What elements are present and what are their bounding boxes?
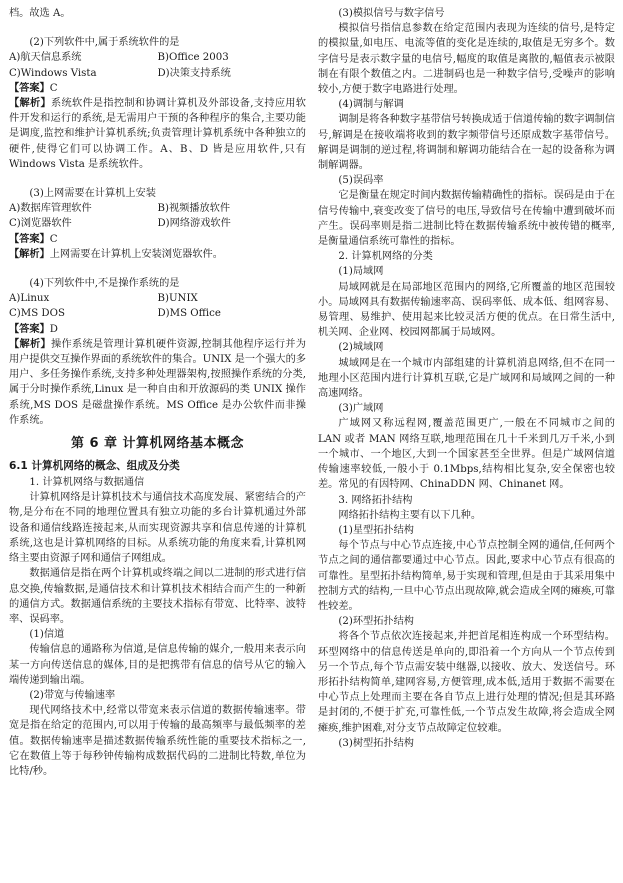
left-column [9,6,306,883]
question-options [9,50,306,80]
option-a: A)航天信息系统 [9,52,82,64]
question-4 [9,276,306,428]
paragraph: 局域网就是在局部地区范围内的网络,它所覆盖的地区范围较小。局域网具有数据传输速率高、误码率低、成本低、组网容易、易管理、易维护、使用起来比较灵活方便的优点。在日常生活中,机关网、企业网、校园网都属于局域网。 [318,281,615,339]
option-a: A)数据库管理软件 [9,203,92,215]
continued-text: 档。故选 A。 [9,8,71,19]
paragraph: 调制是将各种数字基带信号转换成适于信道传输的数字调制信号,解调是在接收端将收到的数字频带信号还原成数字基带信号。解调是调制的逆过程,将调制和解调功能结合在一起的设备称为调制解调器。 [318,114,615,172]
subsection-title: 1. 计算机网络与数据通信 [29,477,145,489]
explanation-tag: 【解析】 [9,337,51,350]
option-a: A)Linux [9,293,50,305]
heading-lan: (1)局域网 [338,266,384,278]
option-d: D)网络游戏软件 [157,218,231,230]
option-b: B)UNIX [157,293,198,305]
answer-line [9,81,306,96]
explanation-text: 上网需要在计算机上安装浏览器软件。 [49,248,223,260]
paragraph: 城域网是在一个城市内部组建的计算机消息网络,但不在同一地理小区范围内进行计算机互联,它是广域网和局域网之间的一种高速网络。 [318,357,615,400]
right-column [318,6,615,883]
option-b: B)视频播放软件 [157,203,231,215]
answer-value: C [49,233,58,245]
heading-ber: (5)误码率 [338,175,384,187]
paragraph: 它是衡量在规定时间内数据传输精确性的指标。误码是由于在信号传输中,衰变改变了信号的电压,导致信号在传输中遭到破坏而产生。误码率则是指二进制比特在数据传输系统中被传错的概率,是衡量通信系统可靠性的指标。 [318,190,615,248]
heading-star: (1)星型拓扑结构 [338,524,414,536]
question-stem: (4)下列软件中,不是操作系统的是 [29,278,180,290]
answer-line [9,232,306,247]
explanation [9,96,306,172]
answer-value: D [49,323,58,335]
answer-line [9,322,306,337]
paragraph: 网络拓扑结构主要有以下几种。 [338,509,482,521]
explanation [9,337,306,428]
chapter-title: 第 6 章 计算机网络基本概念 [70,436,245,452]
option-d: D)决策支持系统 [157,67,231,79]
heading-bandwidth: (2)带宽与传输速率 [29,689,116,701]
paragraph: 数据通信是指在两个计算机或终端之间以二进制的形式进行信息交换,传输数据,是通信技术和计算机技术相结合而产生的一种新的通信方式。数据通信系统的主要技术指标有带宽、比特率、波特率、误码率。 [9,568,306,625]
paragraph: 现代网络技术中,经常以带宽来表示信道的数据传输速率。带宽是指在给定的范围内,可以用于传输的最高频率与最低频率的差值。数据传输速率是描述数据传输系统性能的重要技术指标之一,它在数值上等于每秒钟传输构成数据代码的二进制比特数,单位为比特/秒。 [9,705,306,777]
explanation-tag: 【解析】 [9,247,50,260]
paragraph: 每个节点与中心节点连接,中心节点控制全网的通信,任何两个节点之间的通信都要通过中心节点。因此,要求中心节点有很高的可靠性。星型拓扑结构简单,易于实现和管理,但是由于其采用集中控制方式的结构,一旦中心节点出现故障,就会造成全网的瘫痪,可靠性较差。 [318,540,615,612]
option-c: C)MS DOS [9,308,65,320]
heading-ring: (2)环型拓扑结构 [338,616,414,628]
explanation-text: 系统软件是指控制和协调计算机及外部设备,支持应用软件开发和运行的系统,是无需用户干预的各种程序的集合,主要功能是调度,监控和维护计算机系统;负责管理计算机系统中各种独立的硬件,使得它们可以协调工作。A、B、D 皆是应用软件,只有 Windows Vista 是系统软件。 [9,98,306,170]
option-d: D)MS Office [157,308,221,320]
explanation-tag: 【解析】 [9,97,51,110]
option-b: B)Office 2003 [157,52,229,64]
heading-wan: (3)广域网 [338,403,384,415]
question-options [9,291,306,321]
heading-signal: (3)模拟信号与数字信号 [338,8,445,19]
subsection-title: 2. 计算机网络的分类 [338,251,433,263]
question-stem: (3)上网需要在计算机上安装 [29,188,156,200]
paragraph: 广域网又称远程网,覆盖范围更广,一般在不同城市之间的 LAN 或者 MAN 网络互联,地理范围在几十千米到几万千米,小到一个城市、一个地区,大到一个国家甚至全世界。但是广域网信道传输速率较低,一般小于 0.1Mbps,结构相比复杂,安全保密也较差。常见的有因特网、ChinaDDN 网、Chinanet 网。 [318,418,615,491]
answer-tag: 【答案】 [9,322,50,335]
heading-tree: (3)树型拓扑结构 [338,737,414,749]
answer-value: C [49,82,58,94]
heading-modem: (4)调制与解调 [338,99,404,111]
answer-tag: 【答案】 [9,81,50,94]
question-options [9,201,306,231]
section-title: 6.1 计算机网络的概念、组成及分类 [9,460,180,473]
subsection-title: 3. 网络拓扑结构 [338,494,413,506]
question-stem: (2)下列软件中,属于系统软件的是 [29,37,180,49]
heading-channel: (1)信道 [29,629,65,641]
option-c: C)Windows Vista [9,67,97,79]
question-3 [9,186,306,262]
explanation [9,247,306,262]
explanation-text: 操作系统是管理计算机硬件资源,控制其他程序运行并为用户提供交互操作界面的系统软件的集合。UNIX 是一个强大的多用户、多任务操作系统,支持多种处理器架构,按照操作系统的分类,属于分时操作系统,Linux 是一种自由和开放源码的类 UNIX 操作系统,MS DOS 是磁盘操作系统。MS Office 是办公软件而非操作系统。 [9,338,306,426]
option-c: C)浏览器软件 [9,218,72,230]
paragraph: 计算机网络是计算机技术与通信技术高度发展、紧密结合的产物,是分布在不同的地理位置具有独立功能的多台计算机通过外部设备和通信线路连接起来,从而实现资源共享和信息传递的计算机系统,这也是计算机网络的目标。从系统功能的角度来看,计算机网络主要由资源子网和通信子网组成。 [9,492,306,565]
heading-man: (2)城域网 [338,342,384,354]
question-2 [9,35,306,172]
paragraph: 传输信息的通路称为信道,是信息传输的媒介,一般用来表示向某一方向传送信息的媒体,目的是把携带有信息的信号从它的输入端传递到输出端。 [9,644,306,686]
paragraph: 模拟信号指信息参数在给定范围内表现为连续的信号,是特定的模拟量,如电压、电流等值的变化是连续的,取值是无穷多个。数字信号是表示数字量的电信号,幅度的取值是离散的,幅值表示被限制在有限个数值之内。二进制码也是一种数字信号,受噪声的影响较小,方便于数字电路进行处理。 [318,23,615,96]
answer-tag: 【答案】 [9,232,50,245]
paragraph: 将各个节点依次连接起来,并把首尾相连构成一个环型结构。环型网络中的信息传送是单向的,即沿着一个方向从一个节点传到另一个节点,每个节点需安装中继器,以接收、放大、发送信号。环形拓扑结构简单,建网容易,方便管理,成本低,适用于数据不需要在中心节点上处理而主要在各自节点上进行处理的情况;但是其环路是封闭的,不便于扩充,可靠性低,一个节点发生故障,将会造成全网瘫痪,维护困难,对分支节点故障定位较难。 [318,631,615,734]
